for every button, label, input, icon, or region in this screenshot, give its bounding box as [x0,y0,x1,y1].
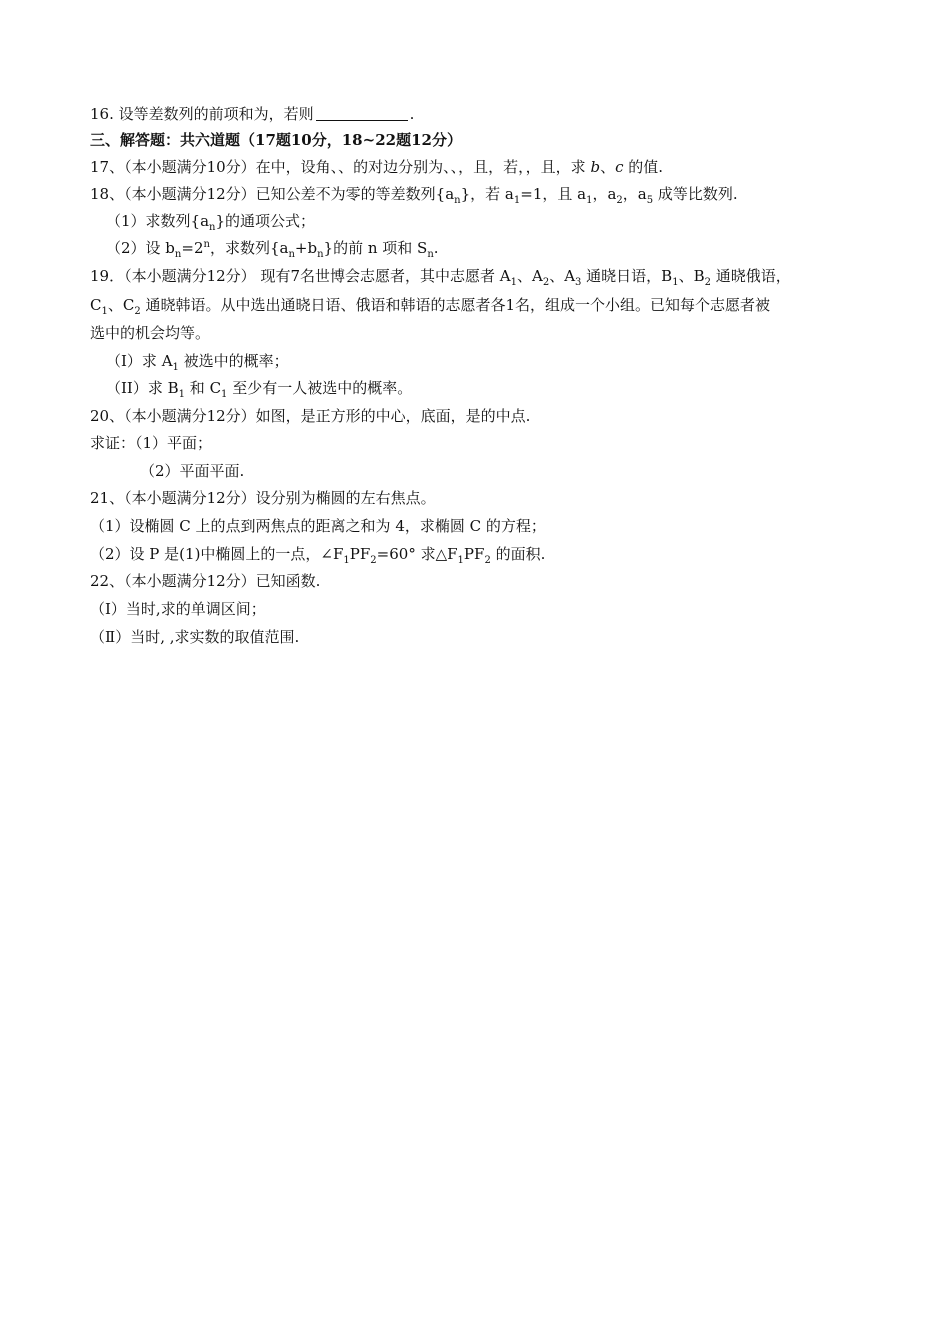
question-17: 17、（本小题满分10分）在中，设角、、的对边分别为、、，且，若，，且，求 b、c 的值. [90,158,664,176]
question-19-line-3: 选中的机会均等。 [90,324,211,342]
question-21: 21、（本小题满分12分）设分别为椭圆的左右焦点。 [90,489,436,507]
question-22-part-2: （Ⅱ）当时, ,求实数的取值范围. [90,628,300,646]
question-22: 22、（本小题满分12分）已知函数. [90,572,321,590]
question-18: 18、（本小题满分12分）已知公差不为零的等差数列$\{a_n\}$，若 $a_1=1$，且 $a_1$，$a_2$，$a_5$ 成等比数列. [90,185,738,206]
question-21-part-1: （1）设椭圆 C 上的点到两焦点的距离之和为 4，求椭圆 C 的方程； [90,517,546,535]
question-16-text: 16. 设等差数列的前项和为，若则 [90,105,314,123]
question-20-proof-2: （2）平面平面. [140,462,245,480]
question-19-part-2: （II）求 $B_1$ 和 $C_1$ 至少有一人被选中的概率。 [106,379,413,400]
question-18-part-1: （1）求数列$\{a_n\}$的通项公式； [106,212,316,233]
section-3-heading: 三、解答题：共六道题（17题10分，18~22题12分） [90,131,462,149]
question-16: 16. 设等差数列的前项和为，若则 . [90,105,415,123]
question-22-part-1: （Ⅰ）当时,求的单调区间； [90,600,266,618]
question-19-line-2: $C_1$、$C_2$ 通晓韩语。从中选出通晓日语、俄语和韩语的志愿者各1名，组成一个小组。已知每个志愿者被 [90,296,771,317]
question-20: 20、（本小题满分12分）如图，是正方形的中心，底面，是的中点. [90,407,531,425]
question-20-proof-1: 求证：（1）平面； [90,434,213,452]
question-21-part-2: （2）设 P 是(1)中椭圆上的一点，$\angle F_1PF_2=60^\circ$ 求$\triangle F_1PF_2$ 的面积. [90,545,546,566]
question-19-line-1: 19．（本小题满分12分） 现有7名世博会志愿者，其中志愿者 $A_1$、$A_2$、$A_3$ 通晓日语，$B_1$、$B_2$ 通晓俄语， [90,267,791,288]
answer-blank [316,106,408,121]
question-19-part-1: （I）求 $A_1$ 被选中的概率； [106,352,289,373]
question-18-part-2: （2）设 $b_n=2^n$，求数列$\{a_n+b_n\}$的前 n 项和 $S_n$. [106,239,439,260]
